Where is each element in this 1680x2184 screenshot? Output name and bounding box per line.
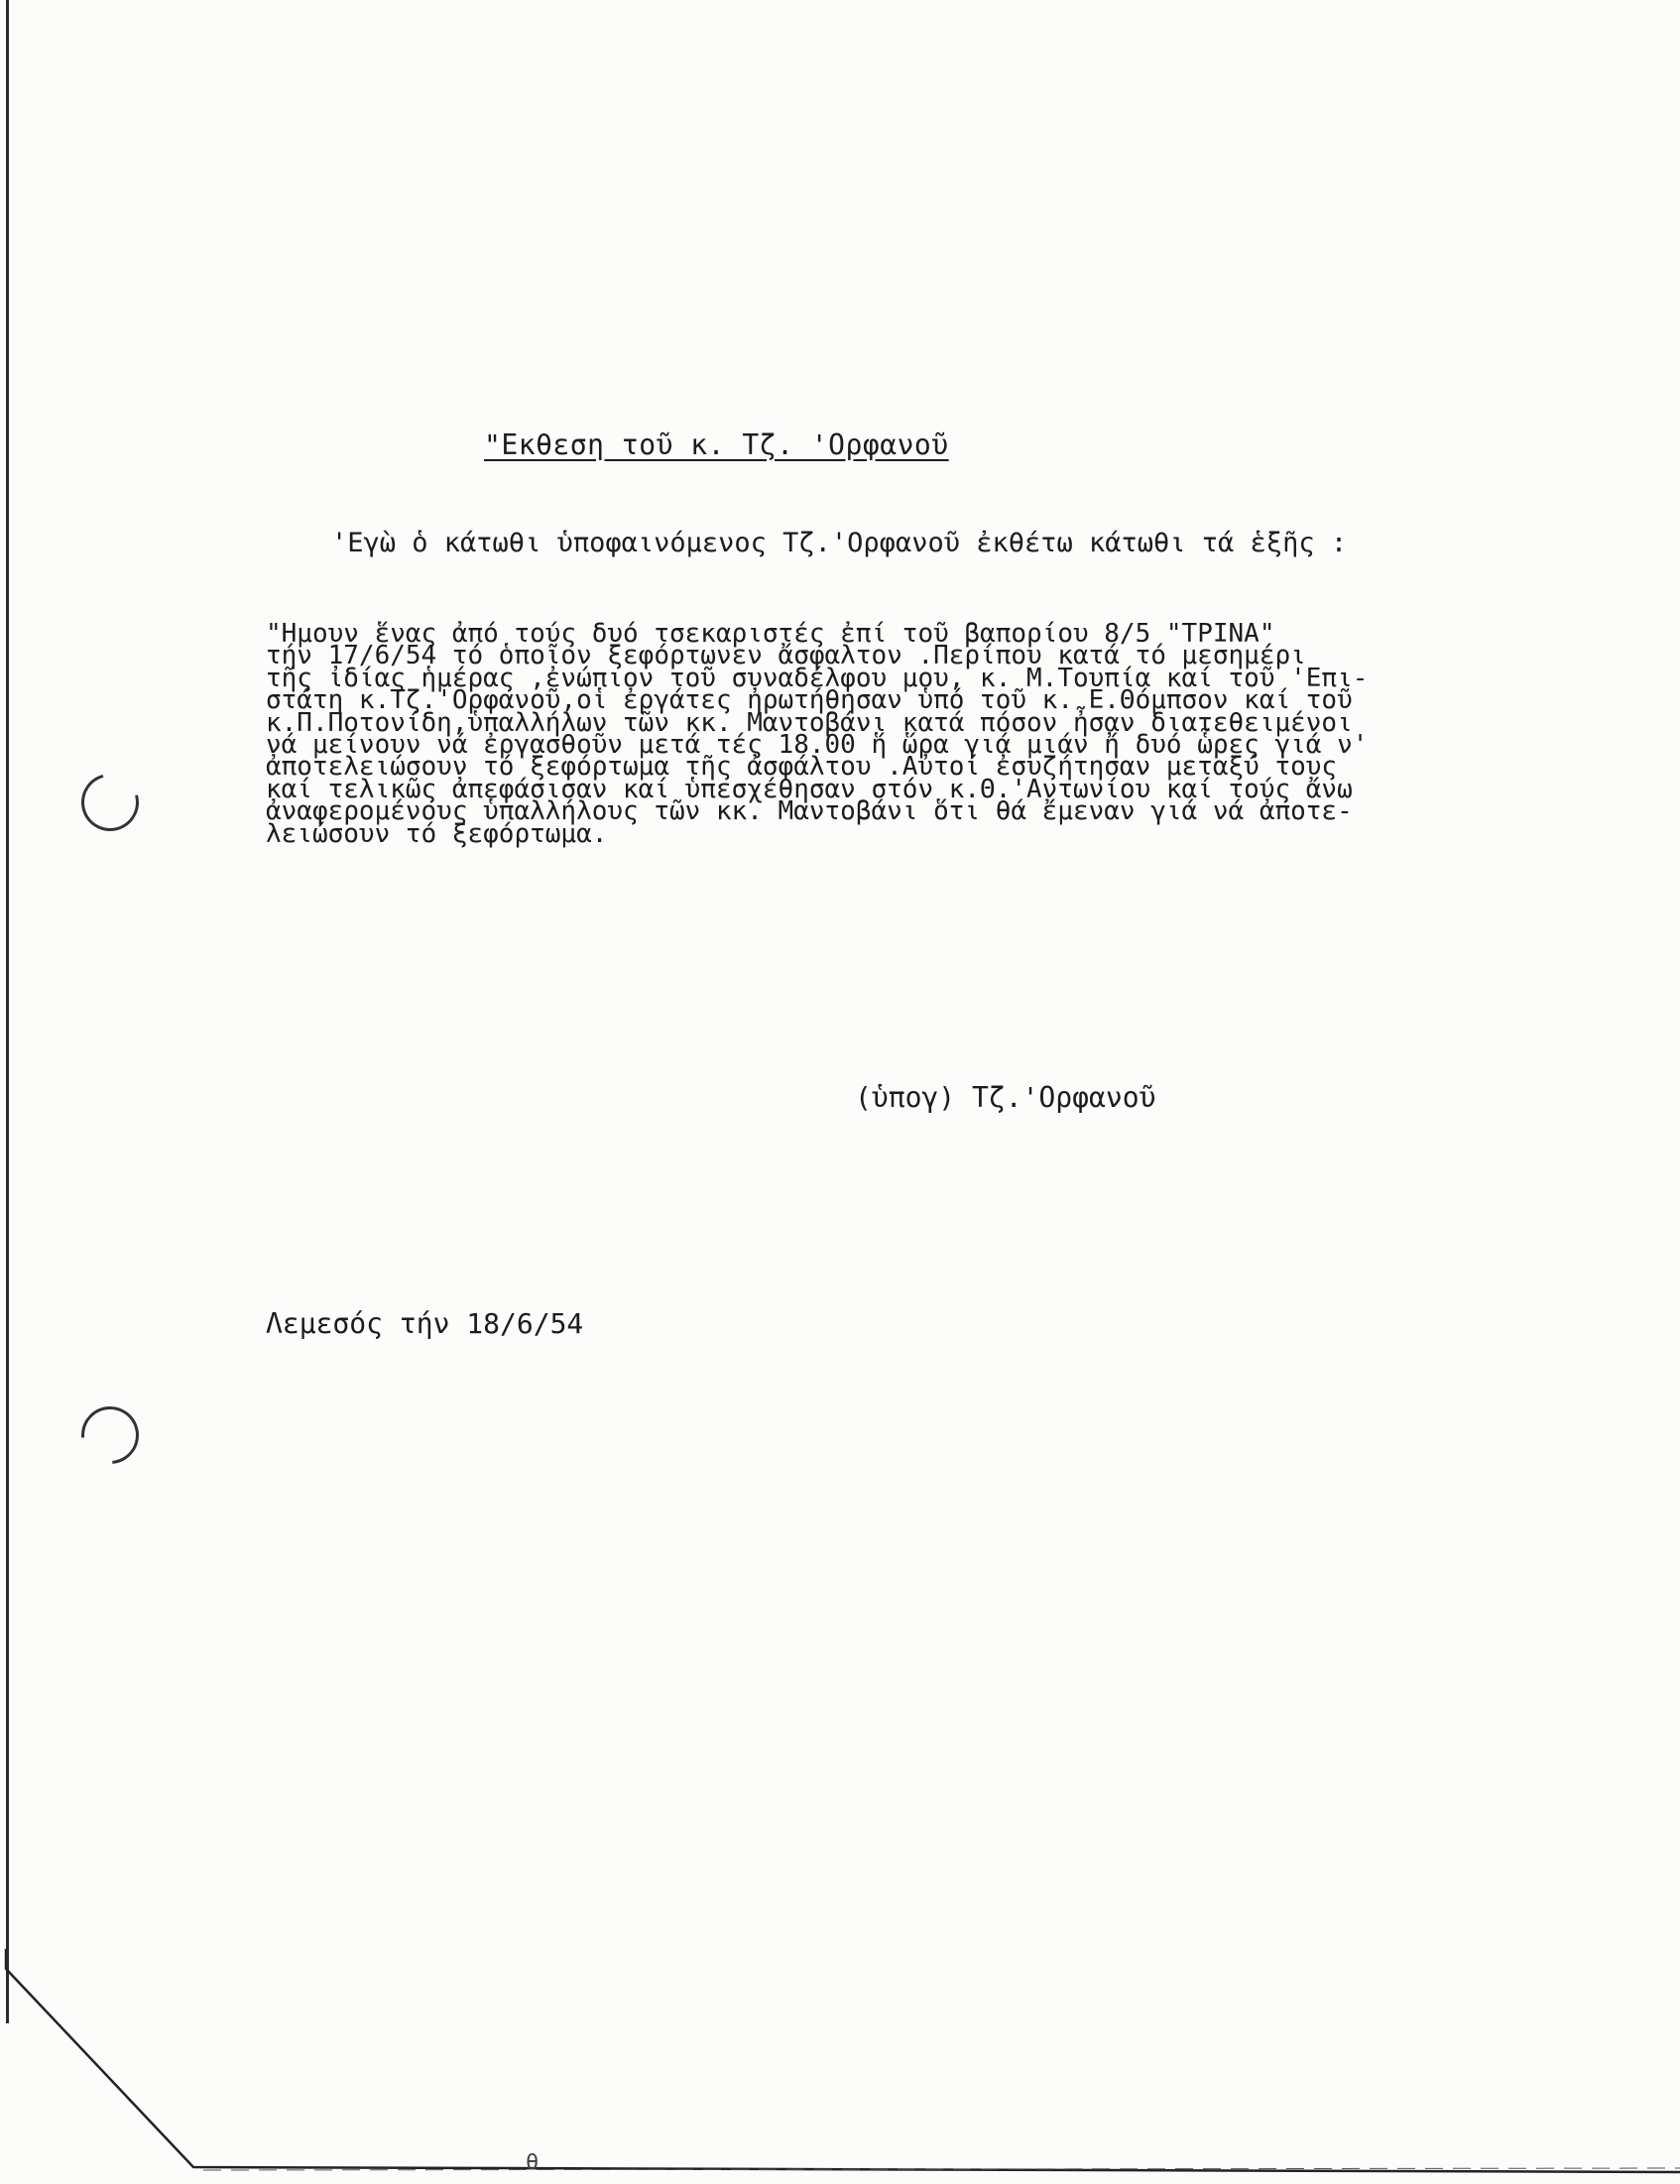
body-line: στάτη κ.Τζ.'Ορφανοῦ,οἱ ἐργάτες ἠρωτήθησαν ὑπό τοῦ κ. Ε.Θόμπσον καί τοῦ [266, 685, 1353, 716]
body-line: τήν 17/6/54 τό ὁποῖον ξεφόρτωνεν ἄσφαλτον .Περίπου κατά τό μεσημέρι [266, 641, 1306, 671]
body-line: "Ημουν ἕνας ἀπό τούς δυό τσεκαριστές ἐπί τοῦ βαπορίου 8/5 "ΤΡΙΝΑ" [266, 619, 1275, 649]
place-and-date: Λεμεσός τήν 18/6/54 [266, 1307, 584, 1340]
report-body [266, 619, 1674, 849]
body-line: ἀποτελειώσουν τό ξεφόρτωμα τῆς ἀσφάλτου .Αὐτοί ἐσυζήτησαν μεταξύ τους [266, 752, 1338, 783]
signature-line: (ὑπογ) Τζ.'Ορφανοῦ [855, 1081, 1156, 1114]
intro-statement: 'Εγὼ ὁ κάτωθι ὑποφαινόμενος Τζ.'Ορφανοῦ ἐκθέτω κάτωθι τά ἑξῆς : [331, 528, 1348, 558]
body-line: λειώσουν τό ξεφόρτωμα. [266, 818, 608, 849]
document-title: "Εκθεση τοῦ κ. Τζ. 'Ορφανοῦ [484, 428, 949, 461]
footer-mark: θ [526, 2150, 540, 2175]
body-line: τῆς ἰδίας ἡμέρας ,ἐνώπιον τοῦ συναδέλφου μου, κ. Μ.Τουπία καί τοῦ 'Επι- [266, 663, 1369, 693]
body-line: ἀναφερομένους ὑπαλλήλους τῶν κκ. Μαντοβάνι ὅτι θά ἔμεναν γιά νά ἀποτε- [266, 796, 1353, 827]
body-line: νά μείνουν νά ἐργασθοῦν μετά τές 18.00 ἥ ὥρα γιά μιάν ἤ δυό ὧρες γιά ν' [266, 730, 1369, 761]
body-line: κ.Π.Ποτονίδη,ὑπαλλήλων τῶν κκ. Μαντοβάνι κατά πόσον ἦσαν διατεθειμένοι [266, 707, 1353, 738]
body-line: καί τελικῶς ἀπεφάσισαν καί ὑπεσχέθησαν στόν κ.Θ.'Αντωνίου καί τούς ἄνω [266, 774, 1353, 804]
